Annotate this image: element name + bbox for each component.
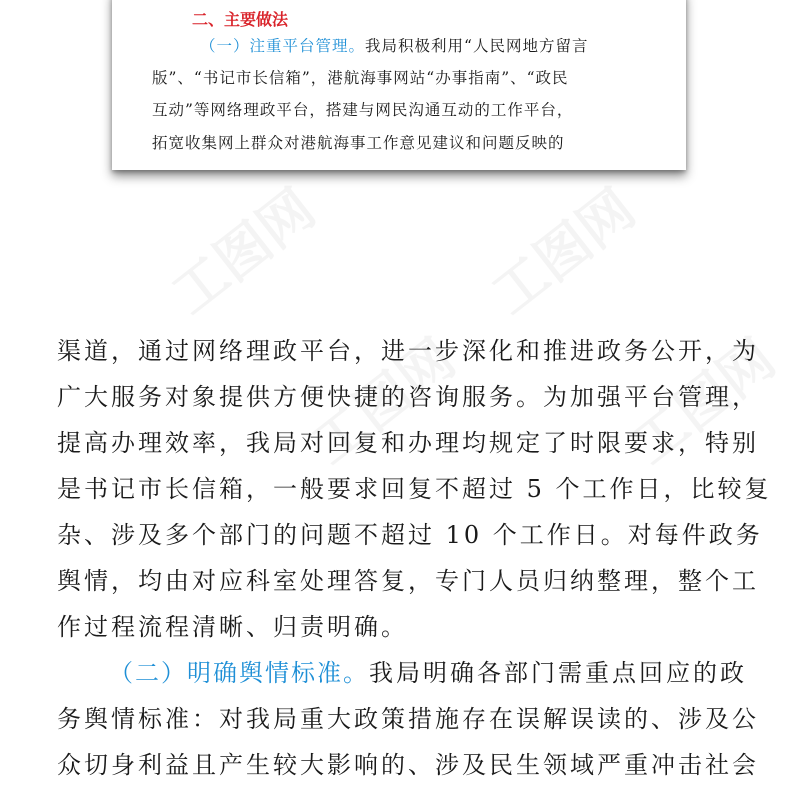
body-line: 杂、涉及多个部门的问题不超过 10 个工作日。对每件政务	[57, 521, 763, 549]
card-line-1	[200, 34, 686, 56]
body-line: 是书记市长信箱，一般要求回复不超过 5 个工作日，比较复	[57, 475, 772, 503]
card-line-3: 互动”等网络理政平台，搭建与网民沟通互动的工作平台，	[152, 101, 574, 119]
subsection-title-2: （二）明确舆情标准。	[109, 659, 369, 687]
subsection-title-1: （一）注重平台管理。	[200, 37, 366, 55]
card-line-1-text: 我局积极利用“人民网地方留言	[365, 37, 589, 55]
section-heading: 二、主要做法	[192, 10, 289, 29]
watermark-2: 工图网	[480, 176, 647, 327]
body-line: 作过程流程清晰、归责明确。	[57, 613, 408, 641]
watermark-1: 工图网	[160, 176, 327, 327]
card-line-2: 版”、“书记市长信箱”，港航海事网站“办事指南”、“政民	[152, 69, 569, 87]
body-line: 众切身利益且产生较大影响的、涉及民生领域严重冲击社会	[57, 751, 759, 779]
body-text	[57, 328, 772, 788]
watermark-3: 工图网	[300, 326, 467, 477]
page-preview-card	[112, 0, 686, 170]
card-line-4: 拓宽收集网上群众对港航海事工作意见建议和问题反映的	[152, 134, 565, 152]
watermark-4: 工图网	[620, 326, 787, 477]
body-line: 广大服务对象提供方便快捷的咨询服务。为加强平台管理，	[57, 383, 759, 411]
section-2-text: 我局明确各部门需重点回应的政	[369, 659, 747, 687]
section-2-first-line	[57, 650, 757, 696]
body-line: 渠道，通过网络理政平台，进一步深化和推进政务公开，为	[57, 337, 759, 365]
body-line: 提高办理效率，我局对回复和办理均规定了时限要求，特别	[57, 429, 759, 457]
body-line: 舆情，均由对应科室处理答复，专门人员归纳整理，整个工	[57, 567, 759, 595]
body-line: 务舆情标准：对我局重大政策措施存在误解误读的、涉及公	[57, 705, 759, 733]
